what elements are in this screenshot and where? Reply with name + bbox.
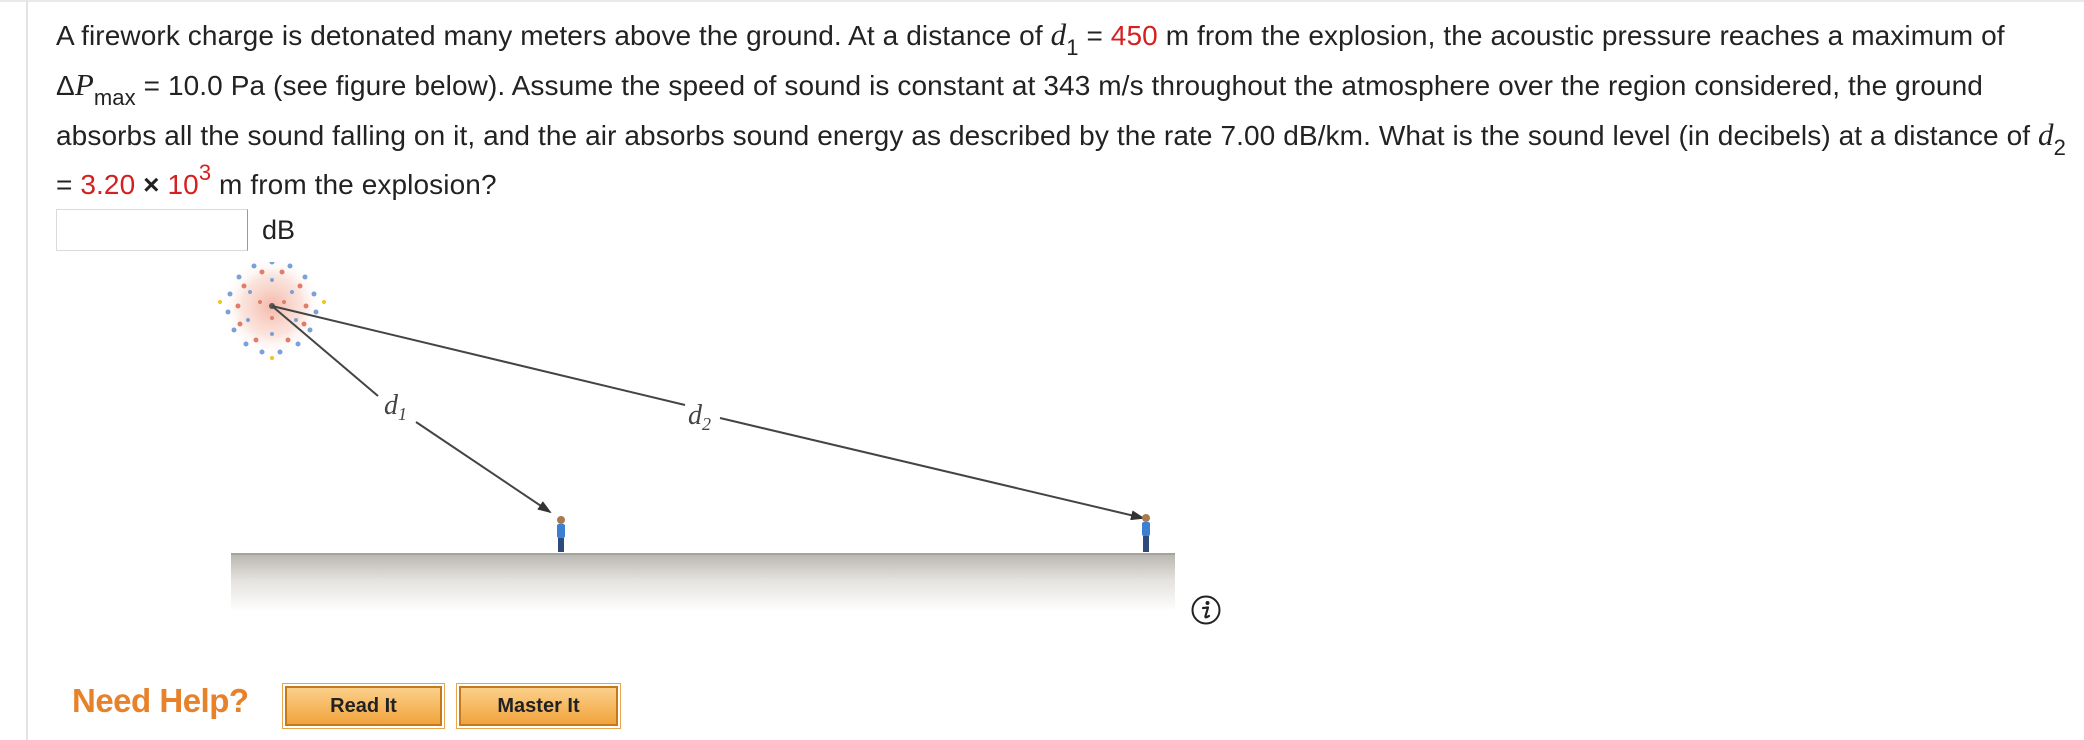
d2-line-lower (720, 418, 1143, 518)
d2-line-upper (272, 306, 685, 405)
person-far-icon (1142, 514, 1150, 552)
info-icon[interactable] (1190, 594, 1222, 626)
given-d2-mantissa: 3.20 (80, 169, 136, 200)
answer-input[interactable] (56, 209, 248, 251)
d1-label: $d_1$ (384, 390, 407, 424)
firework-burst-icon (218, 262, 326, 360)
d2-label: $d_2$ (688, 400, 711, 434)
given-d1-value: 450 (1110, 20, 1158, 51)
left-divider (26, 0, 28, 740)
d1-line-lower (416, 422, 550, 512)
answer-row (56, 208, 295, 252)
question-text: A firework charge is detonated many meters above the ground. At a distance of $d_1 = 450$ m from the explosion, the acoustic pressure reaches a maximum of $\Delta P_{max} = 10.0$ Pa (see figure below). Assume the speed of sound is constant at 343 m/s throughout the atmosphere over the region considered, the ground absorbs all the sound falling on it, and the air absorbs sound energy as described by the rate 7.00 dB/km. What is the sound level (in decibels) at a distance of $d_2 = 3.20 \times 10^3$ m from the explosion? (56, 17, 2066, 200)
master-it-button[interactable]: Master It (459, 686, 618, 726)
top-divider (0, 0, 2084, 2)
ground (231, 554, 1175, 612)
answer-unit: dB (262, 214, 296, 245)
need-help-heading: Need Help? (72, 682, 249, 719)
person-near-icon (557, 516, 565, 552)
firework-figure (200, 262, 1220, 632)
read-it-button[interactable]: Read It (285, 686, 442, 726)
given-d2-base: 10 (167, 169, 199, 200)
